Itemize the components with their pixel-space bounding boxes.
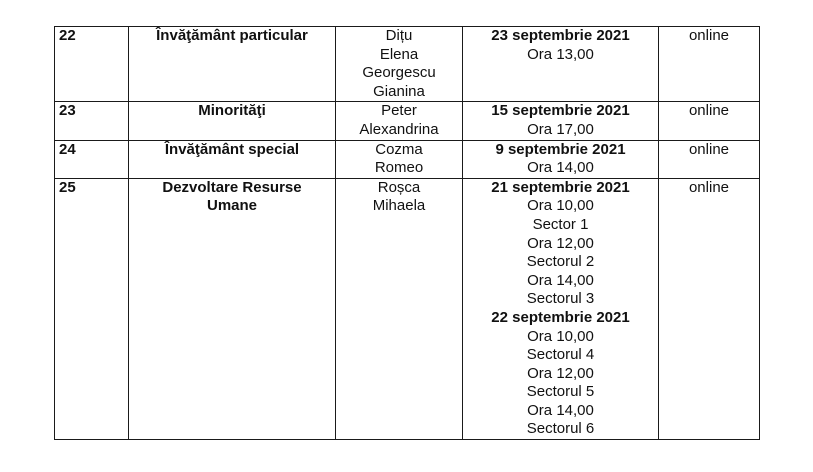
person-name-line: Dițu bbox=[385, 27, 413, 44]
row-number-cell: 23 bbox=[55, 102, 129, 140]
row-number-cell: 25 bbox=[55, 178, 129, 439]
schedule-detail-line: Sectorul 3 bbox=[526, 290, 595, 308]
domain-cell bbox=[129, 102, 336, 140]
schedule-date-line: 15 septembrie 2021 bbox=[491, 102, 630, 120]
schedule-detail-line: Ora 14,00 bbox=[527, 401, 594, 419]
domain-cell bbox=[129, 178, 336, 439]
domain-line: Minorităţi bbox=[198, 102, 266, 120]
schedule-table-body bbox=[55, 27, 760, 440]
table-row bbox=[55, 140, 760, 178]
person-name-line: Cozma bbox=[375, 140, 423, 158]
domain-line: Umane bbox=[206, 197, 258, 215]
schedule-detail-line: Sectorul 5 bbox=[526, 383, 595, 401]
schedule-detail-line: Sector 1 bbox=[532, 215, 589, 233]
schedule-cell bbox=[463, 102, 659, 140]
schedule-detail-line: Ora 12,00 bbox=[527, 364, 594, 382]
schedule-detail-line: Sectorul 4 bbox=[526, 346, 595, 364]
domain-line: Învăţământ special bbox=[164, 140, 300, 158]
person-name-line: Romeo bbox=[374, 159, 424, 177]
table-row bbox=[55, 178, 760, 439]
responsible-person-cell bbox=[336, 178, 463, 439]
table-row bbox=[55, 27, 760, 102]
schedule-detail-line: Ora 13,00 bbox=[527, 45, 594, 63]
meeting-mode-cell: online bbox=[659, 140, 760, 178]
schedule-cell bbox=[463, 140, 659, 178]
person-name-line: Roșca bbox=[377, 178, 421, 196]
schedule-cell bbox=[463, 27, 659, 102]
domain-cell bbox=[129, 140, 336, 178]
schedule-detail-line: Sectorul 6 bbox=[526, 420, 595, 438]
schedule-detail-line: Ora 10,00 bbox=[527, 327, 594, 345]
domain-line: Dezvoltare Resurse bbox=[162, 178, 302, 196]
meeting-mode-cell: online bbox=[659, 102, 760, 140]
responsible-person-cell bbox=[336, 102, 463, 140]
person-name-line: Alexandrina bbox=[359, 120, 439, 138]
person-name-line: Peter bbox=[381, 102, 417, 120]
schedule-date-line: 21 septembrie 2021 bbox=[491, 178, 630, 196]
schedule-detail-line: Ora 10,00 bbox=[527, 197, 594, 215]
schedule-detail-line: Ora 17,00 bbox=[527, 120, 594, 138]
person-name-line: Gianina bbox=[373, 82, 425, 100]
responsible-person-cell bbox=[336, 140, 463, 178]
schedule-detail-line: Ora 14,00 bbox=[527, 159, 594, 177]
schedule-date-line: 23 septembrie 2021 bbox=[491, 27, 630, 44]
row-number-cell: 22 bbox=[55, 27, 129, 102]
responsible-person-cell bbox=[336, 27, 463, 102]
domain-cell bbox=[129, 27, 336, 102]
person-name-line: Georgescu bbox=[362, 64, 436, 82]
schedule-detail-line: Ora 12,00 bbox=[527, 234, 594, 252]
schedule-detail-line: Ora 14,00 bbox=[527, 271, 594, 289]
meeting-mode-cell: online bbox=[659, 178, 760, 439]
meeting-mode-cell: online bbox=[659, 27, 760, 102]
schedule-date-line: 9 septembrie 2021 bbox=[495, 140, 626, 158]
schedule-date-line: 22 septembrie 2021 bbox=[491, 308, 630, 326]
table-row bbox=[55, 102, 760, 140]
schedule-detail-line: Sectorul 2 bbox=[526, 253, 595, 271]
person-name-line: Mihaela bbox=[372, 197, 426, 215]
schedule-cell bbox=[463, 178, 659, 439]
schedule-table bbox=[54, 26, 760, 440]
row-number-cell: 24 bbox=[55, 140, 129, 178]
domain-line: Învăţământ particular bbox=[156, 27, 308, 44]
person-name-line: Elena bbox=[379, 45, 419, 63]
